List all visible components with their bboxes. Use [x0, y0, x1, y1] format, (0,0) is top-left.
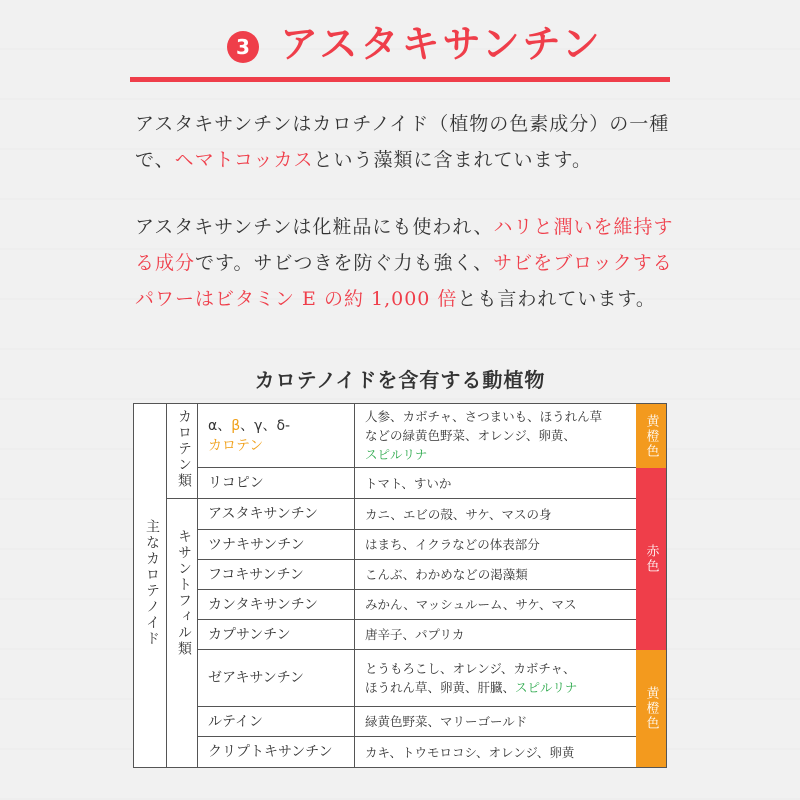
xanthophyll-label: キサントフィル類 — [176, 529, 192, 657]
color-cell-yellow-orange-2: 黄橙色 — [636, 650, 666, 767]
row-source: 人参、カボチャ、さつまいも、ほうれん草 などの緑黄色野菜、オレンジ、卵黄、 スピルリナ — [365, 409, 603, 462]
row-name: α、β、γ、δ- カロテン — [198, 404, 355, 467]
table-row: フコキサンチン こんぶ、わかめなどの渇藻類 — [198, 560, 636, 590]
carotenoid-table — [133, 403, 667, 768]
highlight-haematococcus: ヘマトコッカス — [174, 149, 314, 171]
intro-line-1: アスタキサンチンはカロチノイド（植物の色素成分）の一種 — [135, 113, 670, 135]
carotene-label: カロテン類 — [176, 409, 192, 489]
carotene-cell — [166, 404, 198, 499]
color-cell-yellow-orange: 黄橙色 — [636, 404, 666, 468]
section-title: アスタキサンチン — [280, 21, 603, 66]
group-label: 主なカロテノイド — [144, 519, 160, 647]
xanthophyll-cell — [166, 499, 198, 767]
table-row: リコピン トマト、すいか — [198, 468, 636, 499]
section-header — [0, 0, 800, 86]
body-paragraph — [135, 209, 695, 317]
group-cell — [134, 404, 167, 767]
lutein-name: ルテイン — [198, 707, 355, 736]
table-row: ゼアキサンチン とうもろこし、オレンジ、カボチャ、 ほうれん草、卵黄、肝臓、スピルリナ — [198, 650, 636, 707]
table-row — [198, 404, 636, 468]
title-underline — [130, 77, 670, 82]
astaxanthin-name: アスタキサンチン — [198, 499, 355, 529]
body-line-3: パワーはビタミン E の約 1,000 倍とも言われています。 — [135, 288, 656, 310]
intro-paragraph — [135, 106, 695, 178]
table-row: アスタキサンチン カニ、エビの殻、サケ、マスの身 — [198, 499, 636, 530]
body-line-1: アスタキサンチンは化粧品にも使われ、ハリと潤いを維持す — [135, 216, 674, 238]
table-row: カンタキサンチン みかん、マッシュルーム、サケ、マス — [198, 590, 636, 620]
table-row: カプサンチン 唐辛子、パプリカ — [198, 620, 636, 650]
table-row: クリプトキサンチン カキ、トウモロコシ、オレンジ、卵黄 — [198, 737, 636, 767]
color-cell-red: 赤色 — [636, 468, 666, 650]
body-line-2: る成分です。サビつきを防ぐ力も強く、サビをブロックする — [135, 252, 673, 274]
section-number-badge: 3 — [227, 31, 259, 63]
table-row: ツナキサンチン はまち、イクラなどの体表部分 — [198, 530, 636, 560]
intro-line-2: で、ヘマトコッカスという藻類に含まれています。 — [135, 149, 592, 171]
table-title: カロテノイドを含有する動植物 — [254, 368, 546, 392]
table-row: ルテイン 緑黄色野菜、マリーゴールド — [198, 707, 636, 737]
